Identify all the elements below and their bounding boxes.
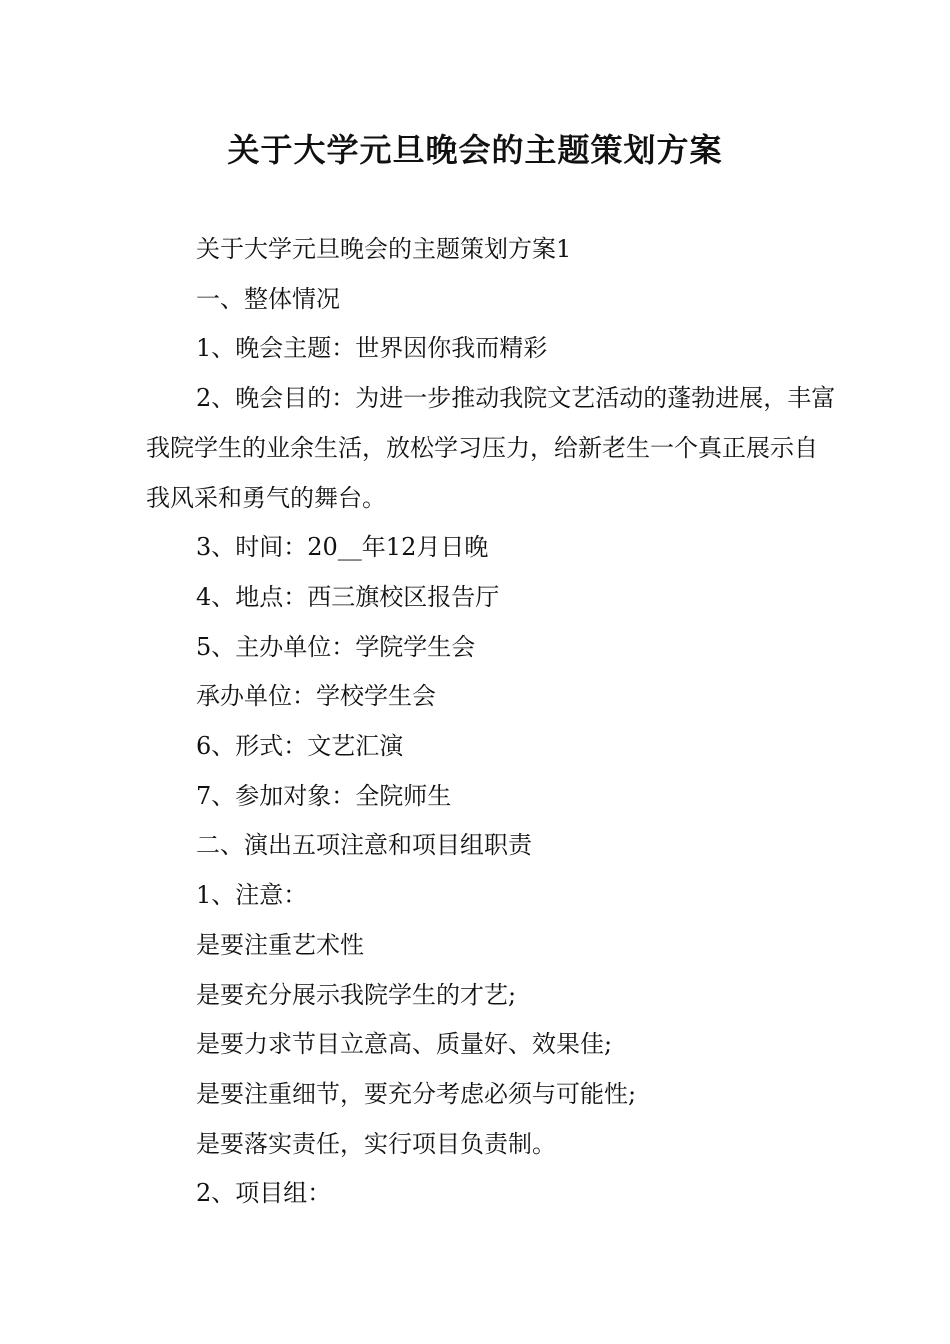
paragraph: 是要充分展示我院学生的才艺; xyxy=(196,980,517,1009)
paragraph: 5、主办单位：学院学生会 xyxy=(196,632,476,661)
paragraph: 是要力求节目立意高、质量好、效果佳; xyxy=(196,1030,613,1059)
paragraph: 是要落实责任，实行项目负责制。 xyxy=(196,1129,556,1158)
paragraph: 是要注重艺术性 xyxy=(196,930,364,959)
document-body xyxy=(146,225,836,1219)
paragraph: 2、项目组： xyxy=(196,1179,332,1208)
paragraph: 是要注重细节，要充分考虑必须与可能性; xyxy=(196,1079,637,1108)
paragraph: 4、地点：西三旗校区报告厅 xyxy=(196,582,500,611)
paragraph: 6、形式：文艺汇演 xyxy=(196,732,404,761)
paragraph: 一、整体情况 xyxy=(196,284,340,313)
document-title: 关于大学元旦晚会的主题策划方案 xyxy=(227,131,723,169)
paragraph: 关于大学元旦晚会的主题策划方案1 xyxy=(196,235,572,263)
paragraph: 3、时间：20__年12月日晚 xyxy=(196,533,489,562)
paragraph: 1、注意： xyxy=(196,881,308,910)
paragraph: 7、参加对象：全院师生 xyxy=(196,781,452,810)
paragraph: 1、晚会主题：世界因你我而精彩 xyxy=(196,334,548,363)
paragraph: 二、演出五项注意和项目组职责 xyxy=(196,831,532,860)
paragraph: 2、晚会目的：为进一步推动我院文艺活动的蓬勃进展，丰富我院学生的业余生活，放松学习压力，给新老生一个真正展示自我风采和勇气的舞台。 xyxy=(146,384,836,512)
paragraph: 承办单位：学校学生会 xyxy=(196,682,436,711)
